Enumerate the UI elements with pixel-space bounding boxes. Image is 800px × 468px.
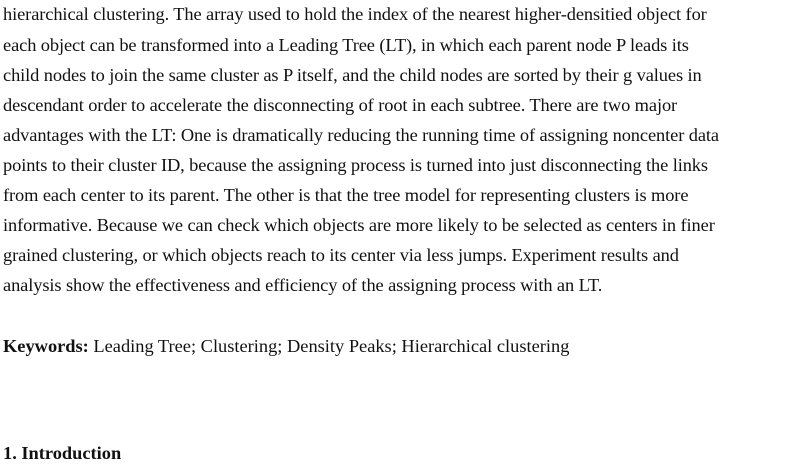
abstract-line: descendant order to accelerate the disconnecting of root in each subtree. There are two major [3, 95, 678, 115]
abstract-text [3, 0, 800, 300]
abstract-line: points to their cluster ID, because the assigning process is turned into just disconnecting the links [3, 155, 708, 175]
abstract-line: child nodes to join the same cluster as P itself, and the child nodes are sorted by their g values in [3, 65, 702, 85]
keywords-line [3, 331, 569, 361]
abstract-line: hierarchical clustering. The array used to hold the index of the nearest higher-densitied object for [3, 4, 707, 24]
section-heading: 1. Introduction [3, 443, 122, 463]
abstract-line: advantages with the LT: One is dramatically reducing the running time of assigning noncenter data [3, 125, 719, 145]
keywords-value: Leading Tree; Clustering; Density Peaks; Hierarchical clustering [88, 336, 570, 356]
abstract-line: each object can be transformed into a Leading Tree (LT), in which each parent node P leads its [3, 35, 689, 55]
abstract-line: analysis show the effectiveness and efficiency of the assigning process with an LT. [3, 275, 603, 295]
abstract-line: grained clustering, or which objects reach to its center via less jumps. Experiment results and [3, 245, 679, 265]
keywords-label: Keywords: [3, 336, 89, 356]
abstract-line: informative. Because we can check which objects are more likely to be selected as centers in finer [3, 215, 715, 235]
abstract-line: from each center to its parent. The other is that the tree model for representing clusters is more [3, 185, 689, 205]
